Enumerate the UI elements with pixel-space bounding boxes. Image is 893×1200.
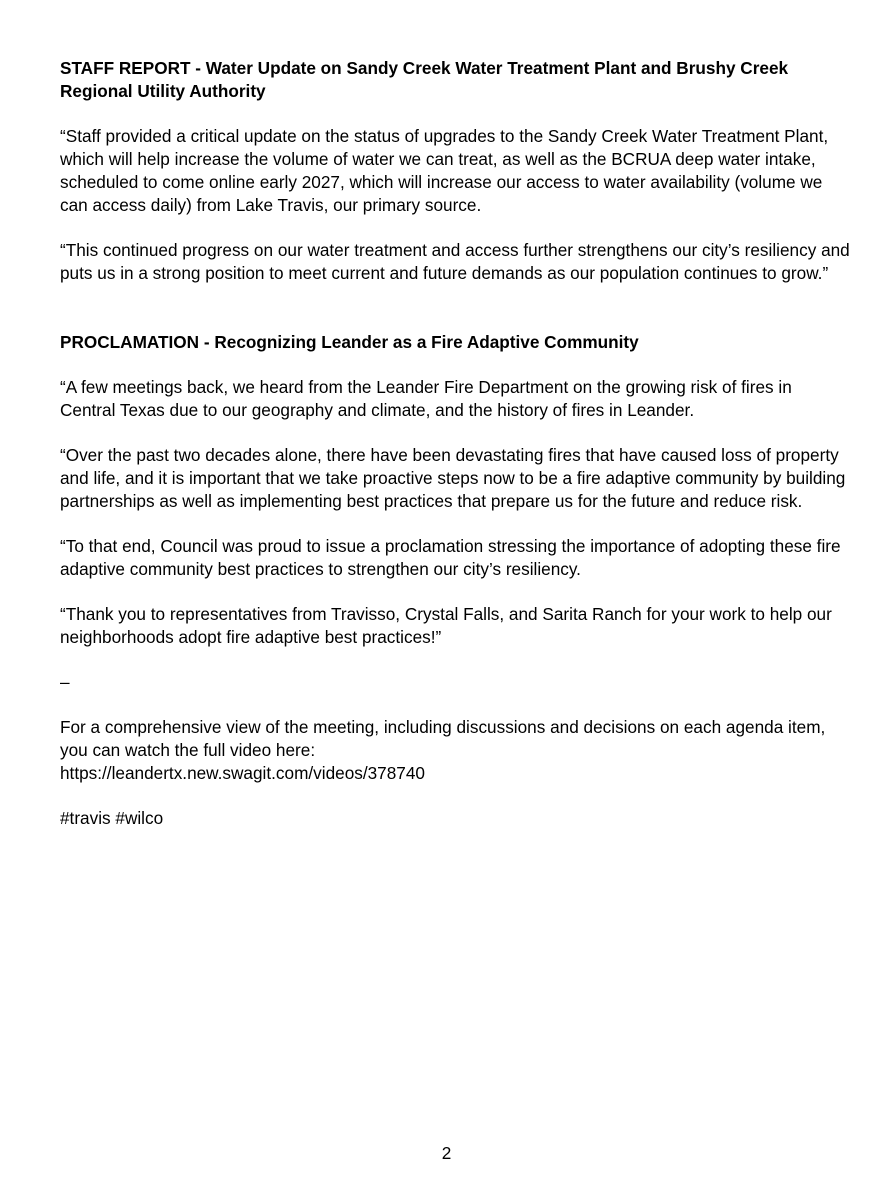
proclamation-heading: PROCLAMATION - Recognizing Leander as a Fire Adaptive Community bbox=[60, 332, 639, 352]
video-link[interactable]: https://leandertx.new.swagit.com/videos/378740 bbox=[60, 763, 425, 783]
proclamation-paragraph-2: “Over the past two decades alone, there have been devastating fires that have caused loss of property and life, and it is important that we take proactive steps now to be a fire adaptive community by building partnerships as well as implementing best practices that prepare us for the future and reduce risk. bbox=[60, 445, 846, 511]
page-number: 2 bbox=[441, 1143, 452, 1163]
staff-report-paragraph-2: “This continued progress on our water treatment and access further strengthens our city’s resiliency and puts us in a strong position to meet current and future demands as our population continues to grow.” bbox=[60, 240, 850, 283]
staff-report-paragraph-1: “Staff provided a critical update on the status of upgrades to the Sandy Creek Water Treatment Plant, which will help increase the volume of water we can treat, as well as the BCRUA deep water intake, scheduled to come online early 2027, which will increase our access to water availability (volume we can access daily) from Lake Travis, our primary source. bbox=[60, 126, 829, 215]
hashtags: #travis #wilco bbox=[60, 808, 164, 828]
closing-text: For a comprehensive view of the meeting, including discussions and decisions on each agenda item, you can watch the full video here: bbox=[60, 717, 826, 760]
proclamation-paragraph-4: “Thank you to representatives from Travisso, Crystal Falls, and Sarita Ranch for your work to help our neighborhoods adopt fire adaptive best practices!” bbox=[60, 604, 832, 647]
separator-dash: – bbox=[60, 672, 70, 692]
proclamation-paragraph-1: “A few meetings back, we heard from the Leander Fire Department on the growing risk of fires in Central Texas due to our geography and climate, and the history of fires in Leander. bbox=[60, 377, 792, 420]
staff-report-heading: STAFF REPORT - Water Update on Sandy Creek Water Treatment Plant and Brushy Creek Regional Utility Authority bbox=[60, 58, 789, 101]
document-page bbox=[60, 57, 850, 852]
closing-paragraph bbox=[60, 716, 850, 785]
proclamation-paragraph-3: “To that end, Council was proud to issue a proclamation stressing the importance of adopting these fire adaptive community best practices to strengthen our city’s resiliency. bbox=[60, 536, 841, 579]
